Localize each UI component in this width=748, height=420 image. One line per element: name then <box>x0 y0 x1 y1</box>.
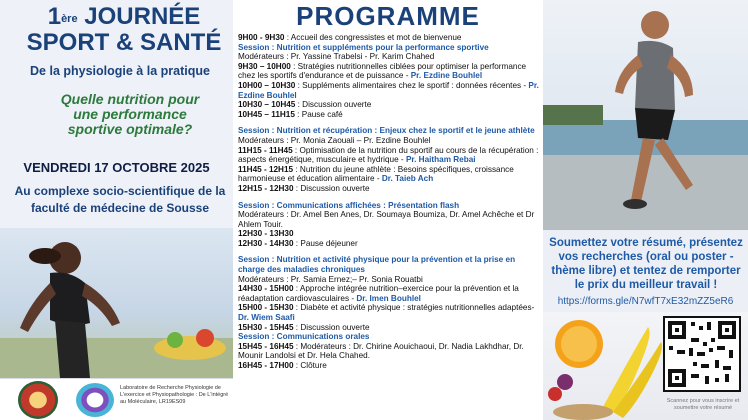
line-text: : Discussion ouverte <box>293 322 370 332</box>
line-text: : Diabète et activité physique : stratégies nutritionnelles adaptées- <box>293 303 535 313</box>
schedule-line <box>238 33 543 43</box>
programme-list <box>238 33 543 371</box>
speaker-name: Pr. Ezdine Bouhlel <box>410 71 483 81</box>
session-heading: Session : Communications affichées : Présentation flash <box>238 200 460 210</box>
programme-gap <box>238 194 543 201</box>
schedule-line <box>238 229 543 239</box>
programme-gap <box>238 248 543 255</box>
schedule-line <box>238 361 543 371</box>
time-slot: 10H45 – 11H15 <box>238 109 295 119</box>
runner-illustration <box>0 228 233 378</box>
line-text: : Pause déjeuner <box>293 238 358 248</box>
line-text: : Accueil des congressistes et mot de bienvenue <box>284 33 462 42</box>
talk-line <box>238 303 543 322</box>
line-text: : Stratégies nutritionnelles ciblées pour optimiser la performance chez les sportifs d'endurance et de puissance - <box>238 61 527 81</box>
time-slot: 10H00 – 10H30 <box>238 80 296 90</box>
submission-link[interactable]: https://forms.gle/N7wfT7xE32mZZ5eR6 <box>557 296 734 307</box>
right-panel <box>543 0 748 420</box>
schedule-line <box>238 342 543 361</box>
event-subtitle: De la physiologie à la pratique <box>30 64 210 78</box>
programme-gap <box>238 119 543 126</box>
talk-line <box>238 284 543 303</box>
line-text: : Discussion ouverte <box>293 183 370 193</box>
talk-line <box>238 165 543 184</box>
event-date: VENDREDI 17 OCTOBRE 2025 <box>23 160 210 175</box>
time-slot: 16H45 - 17H00 <box>238 361 294 370</box>
qr-caption: Scannez pour vous inscrire et soumettre votre résumé <box>666 398 740 411</box>
moderators-line: Modérateurs : Pr. Samia Ernez;– Pr. Sonia Rouatbi <box>238 274 423 284</box>
qr-code[interactable] <box>663 316 741 392</box>
title-line2: SPORT & SANTÉ <box>26 29 222 56</box>
time-slot: 12H30 - 14H30 <box>238 238 294 248</box>
time-slot: 12H30 - 13H30 <box>238 229 294 239</box>
moderators-line: Modérateurs : Pr. Yassine Trabelsi - Pr. Karim Chahed <box>238 52 435 62</box>
male-runner-photo <box>543 0 748 230</box>
talk-line <box>238 62 543 81</box>
lab-description: Laboratoire de Recherche Physiologie de L'exercice et Physiopathologie : De L'intégré au Moléculaire, LR19ES09 <box>120 385 229 405</box>
footer-logos <box>0 378 233 420</box>
event-question: Quelle nutrition pour une performance sportive optimale? <box>60 91 200 137</box>
line-text: : Nutrition du jeune athlète : Besoins spécifiques, croissance harmonieuse et éducation alimentaire - <box>238 164 514 184</box>
speaker-name: Dr. Wiem Saafi <box>238 313 295 323</box>
line-text: : Suppléments alimentaires chez le sportif : données récentes - <box>295 80 529 90</box>
male-runner-illustration <box>543 0 748 230</box>
qr-pattern <box>665 318 739 390</box>
session-heading: Session : Nutrition et récupération : Enjeux chez le sportif et le jeune athlète <box>238 126 535 136</box>
time-slot: 15H00 - 15H30 <box>238 303 294 313</box>
programme-title: PROGRAMME <box>296 1 480 31</box>
female-runner-photo <box>0 228 233 378</box>
session-heading: Session : Nutrition et suppléments pour la performance sportive <box>238 42 489 52</box>
title-sup: ère <box>61 13 78 25</box>
speaker-name: Dr. Imen Bouhlel <box>356 293 421 303</box>
schedule-line <box>238 239 543 249</box>
session-heading: Session : Communications orales <box>238 332 370 342</box>
schedule-line <box>238 323 543 333</box>
time-slot: 11H15 - 11H45 <box>238 145 293 155</box>
talk-line <box>238 81 543 100</box>
line-text: : Approche intégrée nutrition–exercice pour la prévention et la réadaptation cardiovasculaires - <box>238 284 519 303</box>
submission-call: Soumettez votre résumé, présentez vos recherches (oral ou poster - thème libre) et tentez de remporter le prix du meilleur travail ! <box>549 237 743 291</box>
line-text: : Clôture <box>293 361 327 370</box>
time-slot: 9H00 - 9H30 <box>238 33 285 42</box>
moderators-line: Modérateurs : Dr. Amel Ben Anes, Dr. Soumaya Boumiza, Dr. Amel Achêche et Dr Ahlem Touir. <box>238 210 535 229</box>
time-slot: 11H45 - 12H15 <box>238 164 294 174</box>
programme-panel <box>233 0 543 420</box>
lab-logo <box>76 383 114 417</box>
title-journee: JOURNÉE <box>77 3 201 30</box>
event-venue: Au complexe socio-scientifique de la faculté de médecine de Sousse <box>14 184 226 215</box>
moderators-line: Modérateurs : Pr. Monia Zaouali – Pr. Ezdine Bouhlel <box>238 135 431 145</box>
line-text: : Optimisation de la nutrition du sportif au cours de la récupération : aspects énergétique, musculaire et hydrique - <box>238 145 539 165</box>
time-slot: 15H30 - 15H45 <box>238 322 294 332</box>
left-panel <box>0 0 233 420</box>
speaker-name: Dr. Taieb Ach <box>381 174 434 184</box>
time-slot: 9H30 – 10H00 <box>238 61 291 71</box>
session-heading: Session : Nutrition et activité physique pour la prévention et la prise en charge des maladies chroniques <box>238 255 516 275</box>
talk-line <box>238 146 543 165</box>
line-text: : Modérateurs : Dr. Chirine Aouichaoui, Dr. Nadia Lakhdhar, Dr. Mounir Landolsi et Dr. Hela Chahed. <box>238 341 524 361</box>
line-text: : Pause café <box>294 109 343 119</box>
time-slot: 10H30 – 10H45 <box>238 100 296 110</box>
faculty-logo <box>18 381 58 419</box>
speaker-name: Pr. Haitham Rebai <box>405 155 476 165</box>
line-text: : Discussion ouverte <box>295 100 372 110</box>
title-number: 1 <box>47 3 62 30</box>
time-slot: 12H15 - 12H30 <box>238 183 294 193</box>
speaker-name: Pr. Ezdine Bouhlel <box>238 80 539 100</box>
schedule-line <box>238 184 543 194</box>
schedule-line <box>238 110 543 120</box>
time-slot: 14H30 - 15H00 <box>238 284 294 294</box>
event-title <box>18 4 230 56</box>
time-slot: 15H45 - 16H45 <box>238 341 294 351</box>
schedule-line <box>238 100 543 110</box>
